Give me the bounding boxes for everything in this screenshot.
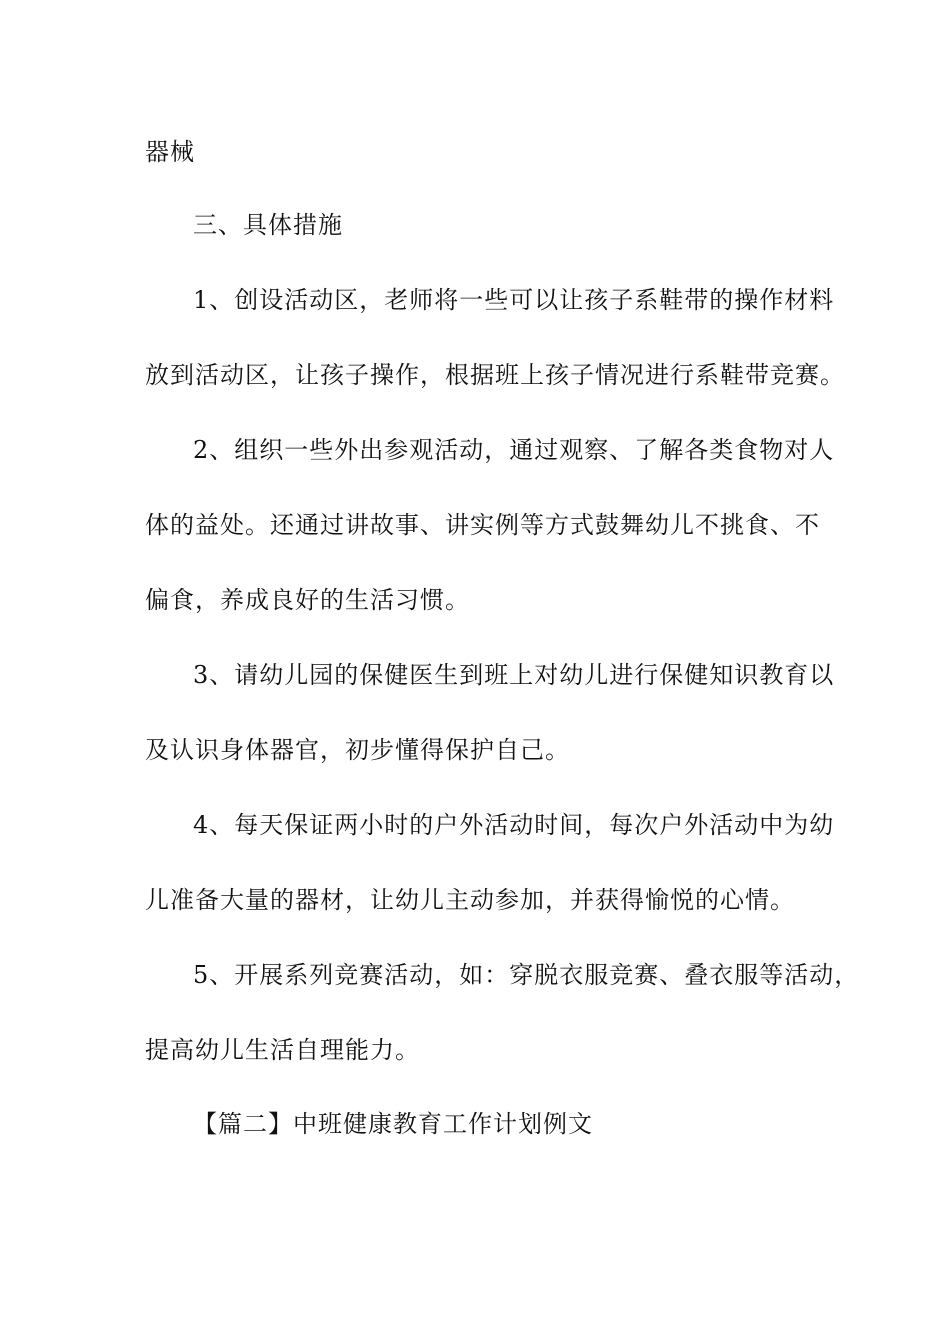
paragraph-1-line-1: 1、创设活动区，老师将一些可以让孩子系鞋带的操作材料 (193, 286, 835, 314)
paragraph-5-line-1: 5、开展系列竞赛活动，如：穿脱衣服竞赛、叠衣服等活动， (193, 961, 860, 989)
section-title-part-two: 【篇二】中班健康教育工作计划例文 (193, 1110, 593, 1138)
section-heading-measures: 三、具体措施 (193, 211, 343, 239)
paragraph-1-line-2: 放到活动区，让孩子操作，根据班上孩子情况进行系鞋带竞赛。 (145, 361, 845, 389)
paragraph-4-line-2: 儿准备大量的器材，让幼儿主动参加，并获得愉悦的心情。 (145, 886, 795, 914)
paragraph-3-line-1: 3、请幼儿园的保健医生到班上对幼儿进行保健知识教育以 (193, 661, 835, 689)
paragraph-3-line-2: 及认识身体器官，初步懂得保护自己。 (145, 736, 570, 764)
paragraph-2-line-1: 2、组织一些外出参观活动，通过观察、了解各类食物对人 (193, 436, 835, 464)
paragraph-2-line-2: 体的益处。还通过讲故事、讲实例等方式鼓舞幼儿不挑食、不 (145, 511, 820, 539)
paragraph-4-line-1: 4、每天保证两小时的户外活动时间，每次户外活动中为幼 (193, 811, 835, 839)
paragraph-5-line-2: 提高幼儿生活自理能力。 (145, 1036, 420, 1064)
paragraph-2-line-3: 偏食，养成良好的生活习惯。 (145, 586, 470, 614)
text-line-equipment: 器械 (145, 138, 195, 166)
